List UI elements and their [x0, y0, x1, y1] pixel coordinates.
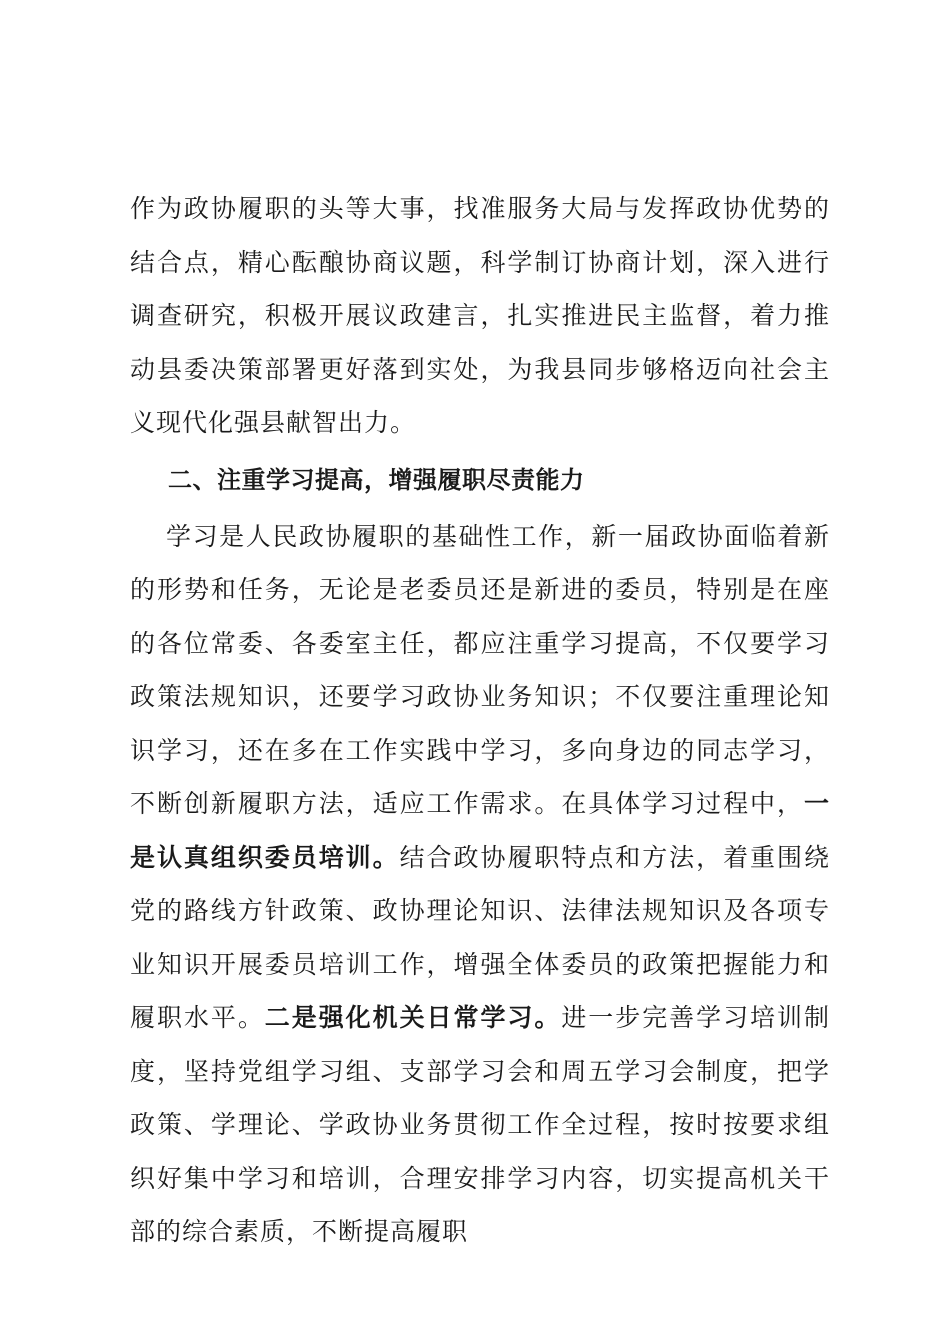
paragraph-text-2: 结合政协履职特点和方法，着重围绕党的路线方针政策、政协理论知识、法律法规知识及各项专业知识开展委员培训工作，增强全体委员的政策把握能力和履职水平。 — [130, 842, 830, 1032]
bold-point-1: 一是认真组织委员培训。 — [130, 789, 830, 872]
paragraph-study — [130, 510, 830, 1259]
document-page — [130, 182, 830, 1259]
paragraph-text-1: 学习是人民政协履职的基础性工作，新一届政协面临着新的形势和任务，无论是老委员还是新进的委员，特别是在座的各位常委、各委室主任，都应注重学习提高，不仅要学习政策法规知识，还要学习政协业务知识；不仅要注重理论知识学习，还在多在工作实践中学习，多向身边的同志学习，不断创新履职方法，适应工作需求。在具体学习过程中， — [130, 521, 830, 818]
section-heading-2: 二、注重学习提高，增强履职尽责能力 — [168, 465, 585, 494]
paragraph-text-3: 进一步完善学习培训制度，坚持党组学习组、支部学习会和周五学习会制度，把学政策、学理论、学政协业务贯彻工作全过程，按时按要求组织好集中学习和培训，合理安排学习内容，切实提高机关干部的综合素质，不断提高履职 — [130, 1003, 830, 1246]
bold-point-2: 二是强化机关日常学习。 — [264, 1003, 562, 1032]
paragraph-continued: 作为政协履职的头等大事，找准服务大局与发挥政协优势的结合点，精心酝酿协商议题，科学制订协商计划，深入进行调查研究，积极开展议政建言，扎实推进民主监督，着力推动县委决策部署更好落到实处，为我县同步够格迈向社会主义现代化强县献智出力。 — [130, 194, 830, 437]
